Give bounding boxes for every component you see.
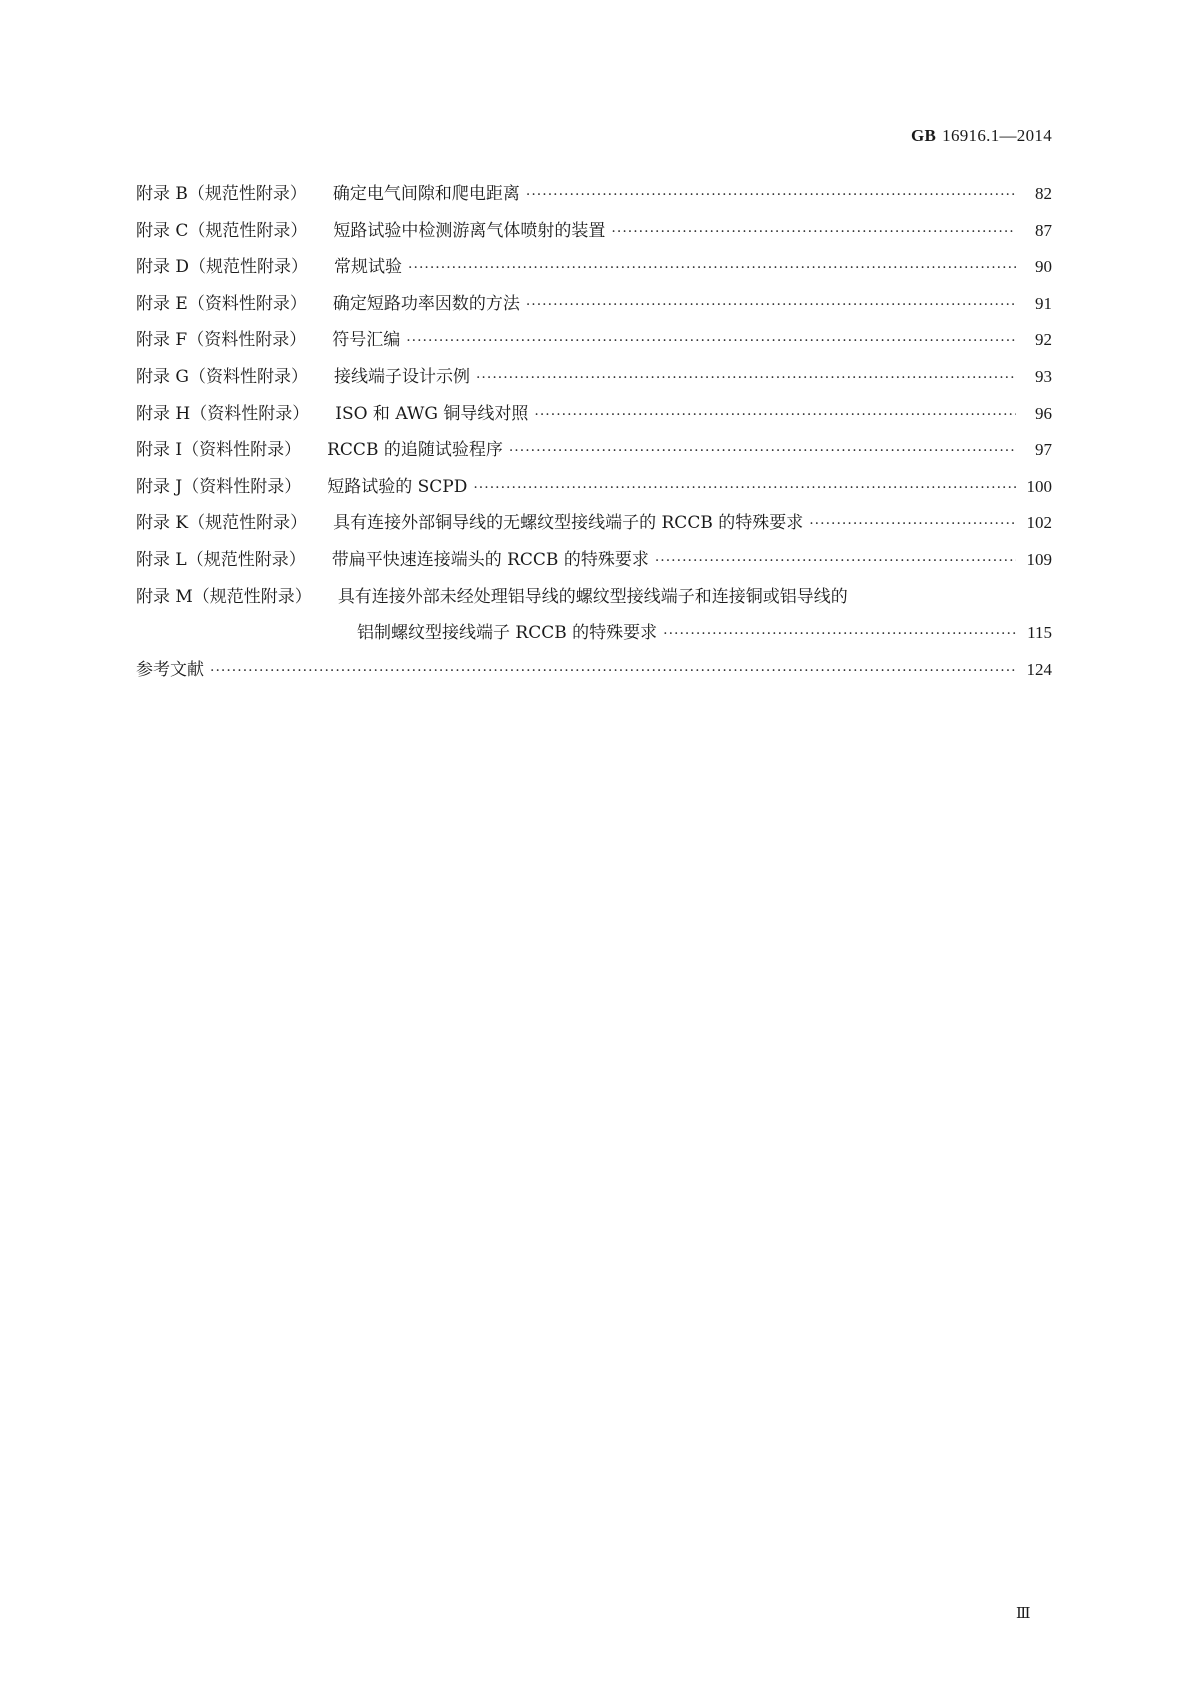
- dot-leader: [408, 250, 1016, 287]
- table-of-contents: [136, 176, 1052, 688]
- toc-entry-annex-f[interactable]: [136, 322, 1052, 359]
- dot-leader: [526, 287, 1016, 324]
- toc-entry-annex-l[interactable]: [136, 542, 1052, 579]
- toc-entry-annex-b[interactable]: [136, 176, 1052, 213]
- toc-entry-title: 短路试验的 SCPD: [327, 476, 468, 497]
- toc-entry-annex-e[interactable]: [136, 286, 1052, 323]
- toc-entry-annex-m-continued[interactable]: [136, 615, 1052, 652]
- toc-entry-annex-g[interactable]: [136, 359, 1052, 396]
- toc-entry-page: 100: [1026, 476, 1052, 496]
- toc-entry-page: 93: [1035, 366, 1052, 386]
- toc-entry-label: 附录 M（规范性附录）: [136, 586, 312, 607]
- toc-entry-page: 87: [1035, 220, 1052, 240]
- toc-entry-page: 102: [1026, 513, 1052, 533]
- standard-code: 16916.1—2014: [942, 126, 1052, 145]
- dot-leader: [655, 543, 1016, 580]
- toc-entry-title: 参考文献: [136, 659, 204, 680]
- toc-entry-label: 附录 I（资料性附录）: [136, 440, 302, 461]
- toc-entry-label: 附录 E（资料性附录）: [136, 293, 307, 314]
- toc-entry-label: 附录 C（规范性附录）: [136, 220, 308, 241]
- toc-entry-label: 附录 F（资料性附录）: [136, 330, 307, 351]
- toc-entry-annex-d[interactable]: [136, 249, 1052, 286]
- toc-entry-annex-m[interactable]: [136, 579, 1052, 616]
- standard-number: [911, 126, 1052, 146]
- dot-leader: [406, 323, 1016, 360]
- toc-entry-page: 109: [1026, 549, 1052, 569]
- dot-leader: [611, 214, 1016, 251]
- toc-entry-page: 124: [1026, 659, 1052, 679]
- toc-entry-label: 附录 D（规范性附录）: [136, 257, 309, 278]
- toc-entry-title: 带扁平快速连接端头的 RCCB 的特殊要求: [331, 549, 649, 570]
- toc-entry-annex-c[interactable]: [136, 213, 1052, 250]
- toc-entry-references[interactable]: [136, 652, 1052, 689]
- toc-entry-title: ISO 和 AWG 铜导线对照: [335, 403, 529, 424]
- dot-leader: [509, 433, 1016, 470]
- toc-entry-label: 附录 B（规范性附录）: [136, 184, 307, 204]
- dot-leader: [210, 653, 1016, 690]
- toc-entry-page: 90: [1035, 257, 1052, 277]
- toc-entry-annex-h[interactable]: [136, 396, 1052, 433]
- toc-entry-page: 96: [1035, 403, 1052, 423]
- toc-entry-page: 115: [1027, 623, 1052, 643]
- toc-entry-title: 常规试验: [334, 257, 403, 278]
- toc-entry-page: 97: [1035, 440, 1052, 460]
- toc-entry-title: 具有连接外部铜导线的无螺纹型接线端子的 RCCB 的特殊要求: [333, 513, 804, 534]
- toc-entry-label: 附录 K（规范性附录）: [136, 513, 308, 534]
- toc-entry-title-line2: 铝制螺纹型接线端子 RCCB 的特殊要求: [357, 623, 658, 644]
- toc-entry-title: 接线端子设计示例: [333, 366, 470, 387]
- toc-entry-label: 附录 G（资料性附录）: [136, 366, 308, 387]
- standard-prefix: GB: [910, 126, 937, 145]
- dot-leader: [526, 177, 1016, 214]
- toc-entry-annex-i[interactable]: [136, 432, 1052, 469]
- toc-entry-title: RCCB 的追随试验程序: [327, 440, 503, 461]
- toc-entry-label: 附录 H（资料性附录）: [136, 403, 310, 424]
- dot-leader: [476, 360, 1016, 397]
- toc-entry-title: 短路试验中检测游离气体喷射的装置: [333, 220, 606, 241]
- toc-entry-title: 符号汇编: [332, 330, 401, 351]
- toc-entry-title: 确定电气间隙和爬电距离: [332, 184, 520, 204]
- toc-entry-page: 91: [1035, 293, 1052, 313]
- toc-entry-page: 82: [1035, 184, 1052, 203]
- dot-leader: [663, 616, 1016, 653]
- toc-entry-annex-j[interactable]: [136, 469, 1052, 506]
- toc-entry-annex-k[interactable]: [136, 505, 1052, 542]
- toc-entry-title-line1: 具有连接外部未经处理铝导线的螺纹型接线端子和连接铜或铝导线的: [337, 586, 848, 607]
- toc-entry-title: 确定短路功率因数的方法: [332, 293, 520, 314]
- toc-entry-label: 附录 L（规范性附录）: [136, 549, 306, 570]
- toc-entry-label: 附录 J（资料性附录）: [136, 476, 302, 497]
- page-folio: Ⅲ: [1016, 1606, 1031, 1622]
- dot-leader: [534, 397, 1016, 434]
- dot-leader: [473, 470, 1016, 507]
- dot-leader: [809, 506, 1016, 543]
- toc-entry-page: 92: [1035, 330, 1052, 350]
